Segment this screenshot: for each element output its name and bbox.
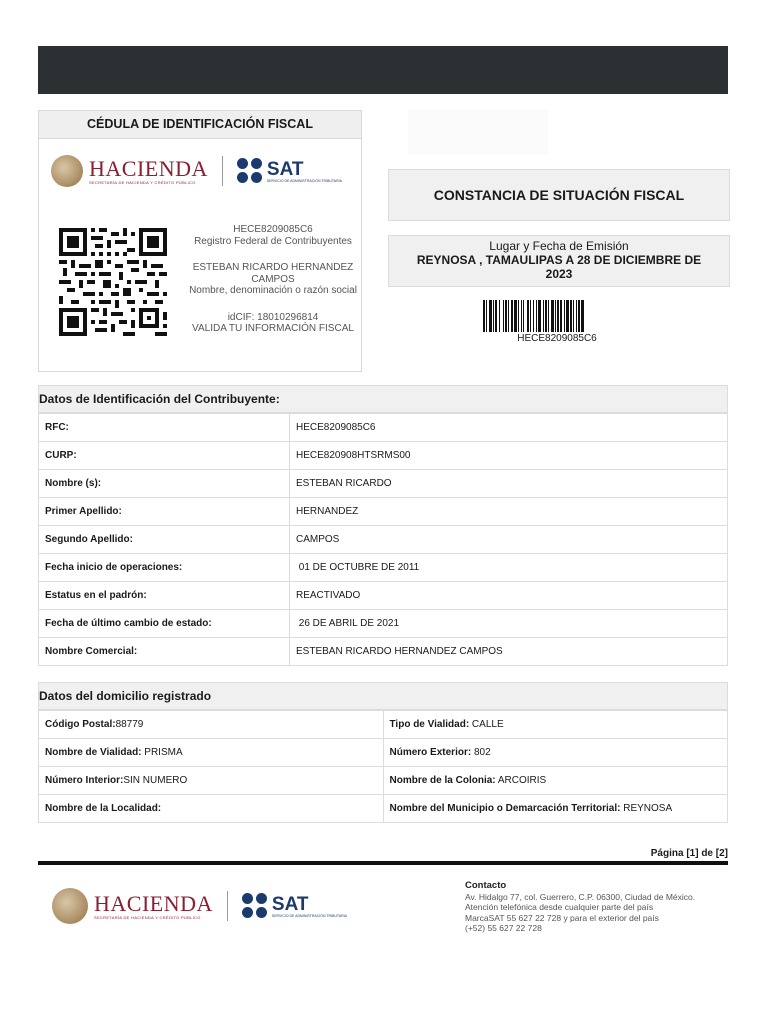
- contacto-line: Atención telefónica desde cualquier parte del país: [465, 902, 654, 912]
- contribuyente-table: [38, 413, 728, 666]
- table-row: [39, 795, 728, 823]
- field-value: CAMPOS: [290, 526, 728, 554]
- address-cell: [383, 739, 728, 767]
- cedula-valida: VALIDA TU INFORMACIÓN FISCAL: [192, 323, 354, 334]
- field-label: RFC:: [39, 414, 290, 442]
- table-row: [39, 582, 728, 610]
- field-value: ESTEBAN RICARDO: [290, 470, 728, 498]
- cedula-title: CÉDULA DE IDENTIFICACIÓN FISCAL: [39, 111, 361, 139]
- contacto-block: [465, 881, 695, 934]
- constancia-title: CONSTANCIA DE SITUACIÓN FISCAL: [388, 169, 730, 221]
- field-label: Primer Apellido:: [39, 498, 290, 526]
- field-label: Segundo Apellido:: [39, 526, 290, 554]
- table-row: [39, 414, 728, 442]
- domicilio-section: [38, 682, 728, 823]
- cedula-idcif: idCIF: 18010296814: [227, 311, 319, 323]
- field-label: Nombre (s):: [39, 470, 290, 498]
- footer-hacienda-logo: [52, 888, 213, 924]
- barcode-icon: [483, 300, 631, 332]
- footer-hacienda-sub: SECRETARÍA DE HACIENDA Y CRÉDITO PÚBLICO: [94, 914, 201, 920]
- cedula-name: ESTEBAN RICARDO HERNANDEZ CAMPOS: [192, 262, 354, 285]
- field-value: ESTEBAN RICARDO HERNANDEZ CAMPOS: [290, 638, 728, 666]
- address-cell: [39, 711, 384, 739]
- domicilio-table: [38, 710, 728, 823]
- field-value: PRISMA: [141, 747, 183, 758]
- table-row: [39, 498, 728, 526]
- cedula-rfc-label: Registro Federal de Contribuyentes: [194, 235, 352, 247]
- field-value: 88779: [115, 719, 144, 730]
- address-cell: [39, 739, 384, 767]
- field-label: Número Interior:: [45, 775, 124, 786]
- contacto-line: Av. Hidalgo 77, col. Guerrero, C.P. 06300, Ciudad de México.: [465, 891, 696, 902]
- field-value: REACTIVADO: [290, 582, 728, 610]
- table-row: [39, 711, 728, 739]
- page-rule: [38, 861, 728, 865]
- table-row: [39, 554, 728, 582]
- field-label: Nombre de la Colonia:: [389, 775, 496, 786]
- logo-divider: [222, 156, 223, 186]
- page-number: Página [1] de [2]: [650, 848, 728, 859]
- seal-icon: [51, 155, 83, 187]
- table-row: [39, 442, 728, 470]
- sat-sub: SERVICIO DE ADMINISTRACIÓN TRIBUTARIA: [266, 178, 342, 183]
- qr-code-icon: [59, 227, 167, 337]
- lugar-label: Lugar y Fecha de Emisión: [489, 239, 629, 253]
- address-cell: [39, 767, 384, 795]
- table-row: [39, 526, 728, 554]
- hacienda-logo: [51, 155, 208, 187]
- contacto-title: Contacto: [465, 880, 507, 891]
- contribuyente-section: [38, 385, 728, 666]
- footer-seal-icon: [52, 888, 88, 924]
- field-label: Fecha inicio de operaciones:: [39, 554, 290, 582]
- cedula-name-label: Nombre, denominación o razón social: [189, 285, 357, 296]
- field-label: CURP:: [39, 442, 290, 470]
- field-label: Fecha de último cambio de estado:: [39, 610, 290, 638]
- hacienda-sub: SECRETARÍA DE HACIENDA Y CRÉDITO PÚBLICO: [89, 179, 196, 185]
- footer-logos: [52, 888, 347, 924]
- field-label: Estatus en el padrón:: [39, 582, 290, 610]
- hacienda-name: HACIENDA: [89, 155, 208, 181]
- footer-sat-name: SAT: [271, 893, 309, 915]
- sat-name: SAT: [266, 158, 304, 180]
- field-label: Nombre Comercial:: [39, 638, 290, 666]
- field-value: 802: [471, 747, 491, 758]
- field-label: Nombre de Vialidad:: [45, 747, 142, 758]
- contribuyente-title: Datos de Identificación del Contribuyente:: [38, 385, 728, 413]
- address-cell: [383, 795, 728, 823]
- sat-logo: [237, 158, 342, 184]
- address-cell: [383, 711, 728, 739]
- sat-dots-icon: [237, 158, 263, 184]
- address-cell: [39, 795, 384, 823]
- field-label: Nombre del Municipio o Demarcación Territorial:: [389, 803, 621, 814]
- field-value: SIN NUMERO: [123, 775, 188, 786]
- contacto-line: MarcaSAT 55 627 22 728 y para el exterior del país: [465, 912, 659, 923]
- footer-hacienda-name: HACIENDA: [94, 890, 213, 916]
- cedula-rfc: HECE8209085C6: [233, 224, 313, 235]
- barcode-text: HECE8209085C6: [517, 333, 597, 344]
- blank-box: [408, 110, 548, 154]
- footer-logo-divider: [227, 891, 228, 921]
- field-value: 26 DE ABRIL DE 2021: [290, 610, 728, 638]
- cedula-card: [38, 110, 362, 372]
- domicilio-title: Datos del domicilio registrado: [38, 682, 728, 710]
- field-label: Número Exterior:: [389, 747, 472, 758]
- field-value: HECE820908HTSRMS00: [290, 442, 728, 470]
- footer-sat-dots-icon: [242, 893, 268, 919]
- field-label: Código Postal:: [45, 719, 116, 730]
- table-row: [39, 767, 728, 795]
- field-label: Nombre de la Localidad:: [45, 803, 162, 814]
- field-label: Tipo de Vialidad:: [389, 719, 470, 730]
- contacto-line: (+52) 55 627 22 728: [465, 923, 542, 933]
- table-row: [39, 470, 728, 498]
- footer-sat-sub: SERVICIO DE ADMINISTRACIÓN TRIBUTARIA: [271, 913, 347, 918]
- table-row: [39, 610, 728, 638]
- field-value: HECE8209085C6: [290, 414, 728, 442]
- table-row: [39, 739, 728, 767]
- field-value: REYNOSA: [620, 803, 673, 814]
- lugar-fecha-box: [388, 235, 730, 287]
- header-bar: [38, 46, 728, 94]
- table-row: [39, 638, 728, 666]
- field-value: CALLE: [469, 719, 504, 730]
- field-value: 01 DE OCTUBRE DE 2011: [290, 554, 728, 582]
- footer-sat-logo: [242, 893, 347, 919]
- field-value: HERNANDEZ: [290, 498, 728, 526]
- logos: [51, 155, 342, 187]
- address-cell: [383, 767, 728, 795]
- lugar-value: REYNOSA , TAMAULIPAS A 28 DE DICIEMBRE DE 2023: [416, 253, 702, 281]
- field-value: ARCOIRIS: [495, 775, 547, 786]
- cedula-info: [189, 224, 357, 335]
